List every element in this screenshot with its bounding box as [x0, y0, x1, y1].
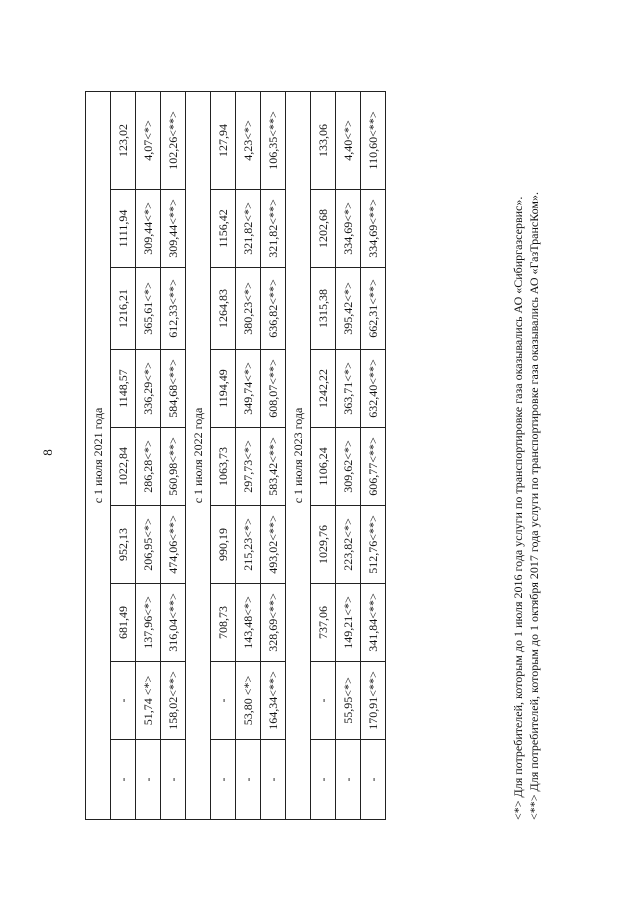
table-cell: 662,31<**> [361, 268, 386, 350]
table-cell: 632,40<**> [361, 350, 386, 428]
table-cell: 1242,22 [311, 350, 336, 428]
table-cell: 133,06 [311, 91, 336, 189]
table-cell: 612,33<**> [161, 268, 186, 350]
table-cell: - [136, 740, 161, 820]
table-cell: 127,94 [211, 91, 236, 189]
table-cell: 474,06<**> [161, 506, 186, 584]
table-row [136, 91, 161, 819]
table-cell: 170,91<**> [361, 662, 386, 740]
section-header-row [186, 91, 211, 819]
table-row [361, 91, 386, 819]
table-cell: - [236, 740, 261, 820]
table-cell: 341,84<**> [361, 584, 386, 662]
table-cell: 286,28<*> [136, 428, 161, 506]
table-cell: 1216,21 [111, 268, 136, 350]
table-cell: 334,69<*> [336, 190, 361, 268]
table-cell: 309,44<*> [136, 190, 161, 268]
table-cell: - [311, 662, 336, 740]
table-row [261, 91, 286, 819]
table-cell: 55,95<*> [336, 662, 361, 740]
table-cell: 4,07<*> [136, 91, 161, 189]
table-cell: 1022,84 [111, 428, 136, 506]
table-cell: 1264,83 [211, 268, 236, 350]
footnotes [510, 80, 542, 820]
table-cell: 215,23<*> [236, 506, 261, 584]
table-cell: - [111, 662, 136, 740]
section-title: с 1 июля 2023 года [286, 91, 311, 819]
table-cell: 51,74 <*> [136, 662, 161, 740]
table-cell: 349,74<*> [236, 350, 261, 428]
table-cell: 164,34<**> [261, 662, 286, 740]
table-cell: 395,42<*> [336, 268, 361, 350]
table-row [311, 91, 336, 819]
section-header-row [86, 91, 111, 819]
table-cell: 636,82<**> [261, 268, 286, 350]
table-cell: - [161, 740, 186, 820]
tariff-table-body [86, 91, 386, 819]
table-cell: 321,82<**> [261, 190, 286, 268]
table-cell: 102,26<**> [161, 91, 186, 189]
table-cell: 583,42<**> [261, 428, 286, 506]
table-cell: 137,96<*> [136, 584, 161, 662]
table-cell: - [261, 740, 286, 820]
table-cell: 606,77<**> [361, 428, 386, 506]
table-cell: 110,60<**> [361, 91, 386, 189]
table-cell: - [311, 740, 336, 820]
table-cell: 309,62<*> [336, 428, 361, 506]
table-cell: 363,71<*> [336, 350, 361, 428]
footnote-2: <**> Для потребителей, которым до 1 октября 2017 года услуги по транспортировке газа оказывались АО «ГазТрансКом». [527, 192, 541, 820]
table-cell: 334,69<**> [361, 190, 386, 268]
table-cell: 336,29<*> [136, 350, 161, 428]
table-cell: 143,48<*> [236, 584, 261, 662]
table-cell: 990,19 [211, 506, 236, 584]
table-cell: 53,80 <*> [236, 662, 261, 740]
table-row [111, 91, 136, 819]
table-cell: 4,23<*> [236, 91, 261, 189]
table-row [211, 91, 236, 819]
table-cell: 681,49 [111, 584, 136, 662]
table-cell: 737,06 [311, 584, 336, 662]
tariff-table [85, 91, 386, 820]
table-cell: - [336, 740, 361, 820]
table-row [236, 91, 261, 819]
table-cell: 560,98<**> [161, 428, 186, 506]
table-cell: - [361, 740, 386, 820]
page-number: 8 [40, 449, 55, 456]
table-cell: 1063,73 [211, 428, 236, 506]
table-cell: 328,69<**> [261, 584, 286, 662]
table-cell: - [211, 662, 236, 740]
table-cell: 584,68<**> [161, 350, 186, 428]
table-cell: 123,02 [111, 91, 136, 189]
table-row [336, 91, 361, 819]
table-cell: 608,07<**> [261, 350, 286, 428]
table-cell: 380,23<*> [236, 268, 261, 350]
table-cell: 1029,76 [311, 506, 336, 584]
table-cell: 365,61<*> [136, 268, 161, 350]
table-cell: - [211, 740, 236, 820]
section-title: с 1 июля 2021 года [86, 91, 111, 819]
table-cell: 1148,57 [111, 350, 136, 428]
table-cell: 512,76<**> [361, 506, 386, 584]
table-cell: - [111, 740, 136, 820]
table-cell: 1202,68 [311, 190, 336, 268]
table-cell: 149,21<*> [336, 584, 361, 662]
table-cell: 321,82<*> [236, 190, 261, 268]
table-cell: 952,13 [111, 506, 136, 584]
table-cell: 297,73<*> [236, 428, 261, 506]
table-row [161, 91, 186, 819]
table-cell: 708,73 [211, 584, 236, 662]
table-cell: 309,44<**> [161, 190, 186, 268]
section-header-row [286, 91, 311, 819]
table-cell: 493,02<**> [261, 506, 286, 584]
section-title: с 1 июля 2022 года [186, 91, 211, 819]
table-cell: 158,02<**> [161, 662, 186, 740]
table-cell: 223,82<*> [336, 506, 361, 584]
table-cell: 1156,42 [211, 190, 236, 268]
table-cell: 1315,38 [311, 268, 336, 350]
footnote-1: <*> Для потребителей, которым до 1 июля 2016 года услуги по транспортировке газа оказывались АО «Сибиргазсервис». [511, 196, 525, 820]
table-cell: 316,04<**> [161, 584, 186, 662]
table-cell: 4,40<*> [336, 91, 361, 189]
table-cell: 1111,94 [111, 190, 136, 268]
table-cell: 106,35<**> [261, 91, 286, 189]
table-cell: 1106,24 [311, 428, 336, 506]
table-cell: 206,95<*> [136, 506, 161, 584]
table-cell: 1194,49 [211, 350, 236, 428]
